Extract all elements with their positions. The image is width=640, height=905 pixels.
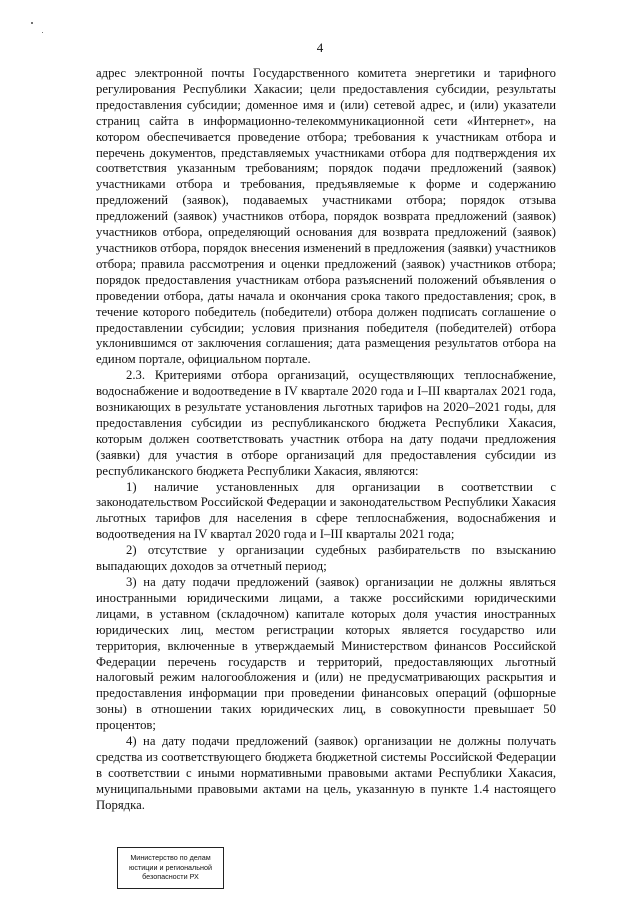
scan-speck xyxy=(31,22,33,24)
ministry-stamp xyxy=(117,847,224,889)
list-item-1: 1) наличие установленных для организации в соответствии с законодательством Российской Федерации и законодательством Республики Хакасия льготных тарифов для населения в сфере теплоснабжения, водоснабжения и водоотведения на IV квартал 2020 года и I–III кварталы 2021 года; xyxy=(96,479,556,542)
stamp-line: безопасности РХ xyxy=(142,872,199,882)
stamp-line: юстиции и региональной xyxy=(129,862,212,872)
page-number: 4 xyxy=(316,40,324,55)
list-item-2: 2) отсутствие у организации судебных разбирательств по взысканию выпадающих доходов за отчетный период; xyxy=(96,543,556,574)
document-body xyxy=(96,66,556,814)
paragraph-2-3: 2.3. Критериями отбора организаций, осуществляющих теплоснабжение, водоснабжение и водоотведение в IV квартале 2020 года и I–III кварталах 2021 года, возникающих в результате установления льготных тарифов на 2020–2021 годы, для предоставления субсидии из республиканского бюджета Республики Хакасия, которым должен соответствовать участник отбора на дату подачи предложения (заявки) для участия в отборе организаций для предоставления субсидии из республиканского бюджета Республики Хакасия, являются: xyxy=(96,368,556,478)
scan-speck xyxy=(42,32,43,33)
list-item-3: 3) на дату подачи предложений (заявок) организации не должны являться иностранными юридическими лицами, а также российскими юридическими лицами, в уставном (складочном) капитале которых доля участия иностранных юридических лиц, местом регистрации которых является государство или территория, включенные в утверждаемый Министерством финансов Российской Федерации перечень государств и территорий, предоставляющих льготный налоговый режим налогообложения и (или) не предусматривающих раскрытия и предоставления информации при проведении финансовых операций (офшорные зоны) в отношении таких юридических лиц, в совокупности превышает 50 процентов; xyxy=(96,575,556,733)
stamp-line: Министерство по делам xyxy=(130,853,211,862)
paragraph-continuation: адрес электронной почты Государственного комитета энергетики и тарифного регулирования Республики Хакасии; цели предоставления субсидии, результаты предоставления субсидии; доменное имя и (или) сетевой адрес, и (или) указатели страниц сайта в информационно-телекоммуникационной сети «Интернет», на котором обеспечивается проведение отбора; требования к участникам отбора и перечень документов, представляемых участниками отбора для подтверждения их соответствия указанным требованиям; порядок подачи предложений (заявок) участниками отбора и требования, предъявляемые к форме и содержанию предложений (заявок), подаваемых участниками отбора; порядок отзыва предложений (заявок) участников отбора, порядок возврата предложений (заявок) участников отбора, определяющий основания для возврата предложений (заявок) участников отбора, порядок внесения изменений в предложения (заявки) участников отбора; правила рассмотрения и оценки предложений (заявок) участников отбора; порядок предоставления участникам отбора разъяснений положений объявления о проведении отбора, даты начала и окончания срока такого предоставления; срок, в течение которого победитель (победители) отбора должен подписать соглашение о предоставлении субсидии; условия признания победителя (победителей) отбора уклонившимся от заключения соглашения; дата размещения результатов отбора на едином портале, официальном портале. xyxy=(96,66,556,367)
list-item-4: 4) на дату подачи предложений (заявок) организации не должны получать средства из соответствующего бюджета бюджетной системы Российской Федерации в соответствии с иными нормативными правовыми актами Республики Хакасия, муниципальными правовыми актами на цель, указанную в пункте 1.4 настоящего Порядка. xyxy=(96,734,556,812)
